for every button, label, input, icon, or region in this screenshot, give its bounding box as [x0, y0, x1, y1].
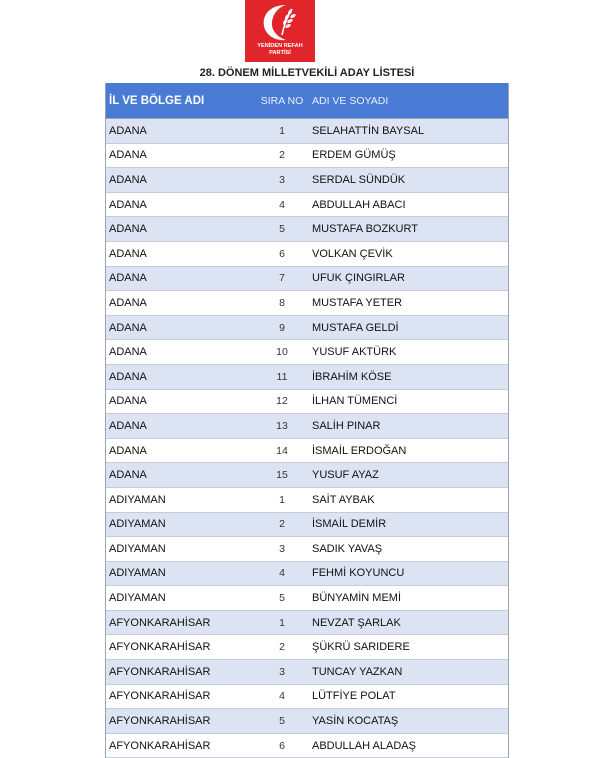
table-header — [106, 83, 508, 119]
cell-il: AFYONKARAHİSAR — [109, 690, 211, 703]
cell-ad: İSMAİL DEMİR — [312, 518, 387, 531]
table-row — [106, 463, 508, 488]
cell-sira: 1 — [279, 124, 285, 137]
cell-ad: FEHMİ KOYUNCU — [312, 567, 405, 580]
cell-il: AFYONKARAHİSAR — [109, 715, 211, 728]
cell-ad: MUSTAFA BOZKURT — [312, 223, 418, 236]
cell-ad: ŞÜKRÜ SARIDERE — [312, 641, 410, 654]
cell-ad: SELAHATTİN BAYSAL — [312, 124, 425, 137]
table-row — [106, 586, 508, 611]
table-row — [106, 242, 508, 267]
cell-il: ADIYAMAN — [109, 518, 166, 531]
cell-il: ADANA — [109, 296, 147, 309]
table-row — [106, 414, 508, 439]
table-row — [106, 390, 508, 415]
cell-sira: 12 — [276, 395, 288, 408]
cell-il: ADANA — [109, 321, 147, 334]
cell-sira: 5 — [279, 592, 285, 605]
table-row — [106, 685, 508, 710]
cell-ad: İLHAN TÜMENCİ — [312, 395, 398, 408]
table-row — [106, 365, 508, 390]
cell-sira: 6 — [279, 739, 285, 752]
header-ad: ADI VE SOYADI — [312, 94, 389, 107]
cell-sira: 5 — [279, 223, 285, 236]
table-row — [106, 267, 508, 292]
cell-sira: 11 — [276, 370, 288, 383]
cell-sira: 5 — [279, 715, 285, 728]
cell-il: AFYONKARAHİSAR — [109, 641, 211, 654]
cell-sira: 10 — [276, 346, 288, 359]
cell-ad: İSMAİL ERDOĞAN — [312, 444, 407, 457]
table-row — [106, 635, 508, 660]
cell-ad: LÜTFİYE POLAT — [312, 690, 396, 703]
cell-sira: 13 — [276, 419, 288, 432]
cell-ad: YASİN KOCATAŞ — [312, 715, 399, 728]
cell-il: ADANA — [109, 346, 147, 359]
cell-sira: 9 — [279, 321, 285, 334]
cell-ad: UFUK ÇINGIRLAR — [312, 272, 405, 285]
cell-sira: 3 — [279, 665, 285, 678]
cell-il: ADANA — [109, 444, 147, 457]
table-row — [106, 734, 508, 758]
table-row — [106, 562, 508, 587]
cell-il: ADIYAMAN — [109, 493, 166, 506]
table-body — [106, 119, 508, 758]
cell-il: ADANA — [109, 173, 147, 186]
table-row — [106, 660, 508, 685]
cell-il: ADANA — [109, 272, 147, 285]
cell-sira: 1 — [279, 493, 285, 506]
table-row — [106, 537, 508, 562]
cell-sira: 3 — [279, 542, 285, 555]
table-row — [106, 513, 508, 538]
cell-il: ADIYAMAN — [109, 592, 166, 605]
header-il: İL VE BÖLGE ADI — [109, 94, 205, 107]
cell-il: AFYONKARAHİSAR — [109, 616, 211, 629]
table-row — [106, 316, 508, 341]
cell-il: ADANA — [109, 469, 147, 482]
document-title: 28. DÖNEM MİLLETVEKİLİ ADAY LİSTESİ — [199, 67, 415, 79]
table-row — [106, 611, 508, 636]
cell-ad: ERDEM GÜMÜŞ — [312, 149, 396, 162]
cell-sira: 6 — [279, 247, 285, 260]
cell-il: ADIYAMAN — [109, 542, 166, 555]
candidate-table — [105, 83, 509, 758]
table-row — [106, 340, 508, 365]
cell-sira: 1 — [279, 616, 285, 629]
cell-ad: VOLKAN ÇEVİK — [312, 247, 393, 260]
cell-il: ADANA — [109, 247, 147, 260]
cell-sira: 15 — [276, 469, 288, 482]
table-row — [106, 144, 508, 169]
cell-il: ADANA — [109, 149, 147, 162]
table-row — [106, 709, 508, 734]
cell-il: AFYONKARAHİSAR — [109, 739, 211, 752]
cell-il: ADIYAMAN — [109, 567, 166, 580]
cell-sira: 4 — [279, 198, 285, 211]
table-row — [106, 291, 508, 316]
party-logo — [245, 0, 315, 62]
cell-sira: 2 — [279, 149, 285, 162]
table-row — [106, 193, 508, 218]
cell-sira: 7 — [279, 272, 285, 285]
cell-il: ADANA — [109, 124, 147, 137]
cell-ad: ABDULLAH ABACI — [312, 198, 406, 211]
cell-ad: SERDAL SÜNDÜK — [312, 173, 406, 186]
cell-ad: BÜNYAMİN MEMİ — [312, 592, 402, 605]
cell-sira: 3 — [279, 173, 285, 186]
cell-il: ADANA — [109, 198, 147, 211]
cell-ad: SAİT AYBAK — [312, 493, 375, 506]
cell-il: ADANA — [109, 223, 147, 236]
cell-ad: SADIK YAVAŞ — [312, 542, 383, 555]
logo-text-line1: YENİDEN REFAH — [257, 43, 303, 49]
cell-ad: İBRAHİM KÖSE — [312, 370, 392, 383]
cell-ad: MUSTAFA YETER — [312, 296, 403, 309]
cell-sira: 2 — [279, 518, 285, 531]
crescent-wheat-icon — [256, 1, 304, 43]
table-row — [106, 217, 508, 242]
cell-il: ADANA — [109, 395, 147, 408]
logo-text-line2: PARTİSİ — [269, 50, 291, 56]
table-row — [106, 488, 508, 513]
cell-il: ADANA — [109, 370, 147, 383]
cell-ad: SALİH PINAR — [312, 419, 381, 432]
cell-sira: 14 — [276, 444, 288, 457]
cell-sira: 2 — [279, 641, 285, 654]
cell-ad: YUSUF AYAZ — [312, 469, 379, 482]
cell-ad: MUSTAFA GELDİ — [312, 321, 399, 334]
cell-ad: NEVZAT ŞARLAK — [312, 616, 401, 629]
cell-ad: ABDULLAH ALADAŞ — [312, 739, 416, 752]
header-sira: SIRA NO — [260, 94, 304, 107]
table-row — [106, 168, 508, 193]
cell-sira: 4 — [279, 690, 285, 703]
cell-il: AFYONKARAHİSAR — [109, 665, 211, 678]
cell-sira: 8 — [279, 296, 285, 309]
cell-sira: 4 — [279, 567, 285, 580]
table-row — [106, 119, 508, 144]
cell-ad: YUSUF AKTÜRK — [312, 346, 397, 359]
cell-ad: TUNCAY YAZKAN — [312, 665, 403, 678]
cell-il: ADANA — [109, 419, 147, 432]
table-row — [106, 439, 508, 464]
